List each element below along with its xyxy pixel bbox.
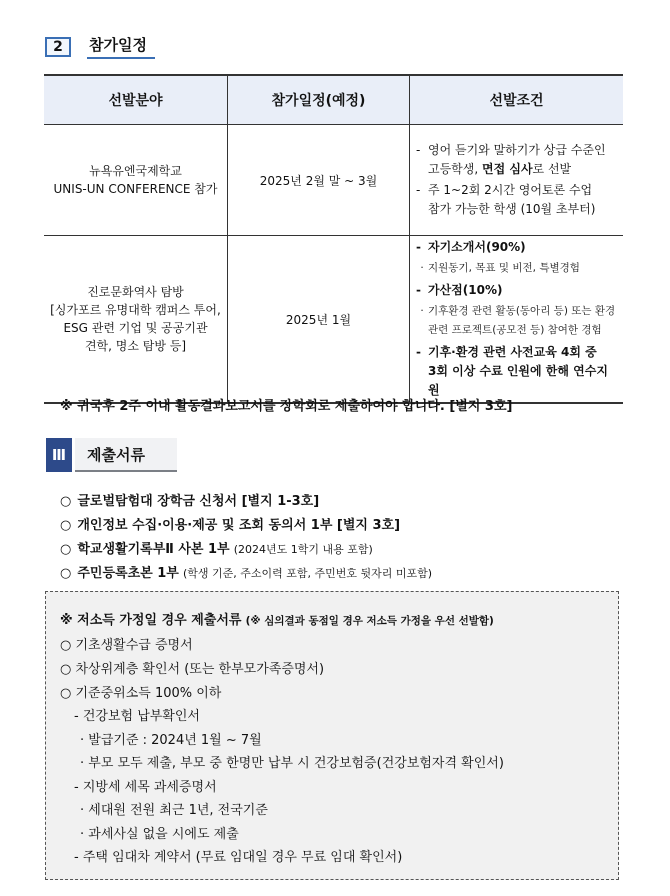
field-cell: 진로문화역사 탐방 [싱가포르 유명대학 캠퍼스 투어, ESG 관련 기업 및 공공기관 견학, 명소 탐방 등] bbox=[44, 236, 228, 404]
condition-item: - 영어 듣기와 말하기가 상급 수준인 고등학생, 면접 심사로 선발 bbox=[416, 143, 606, 176]
condition-item: - 가산점(10%) bbox=[416, 283, 503, 297]
list-item: ○ 개인정보 수집·이용·제공 및 조회 동의서 1부 [별지 3호] bbox=[60, 518, 401, 533]
condition-sub: · 지원동기, 목표 및 비전, 특별경험 bbox=[420, 262, 580, 274]
condition-sub: · 기후환경 관련 활동(동아리 등) 또는 환경 관련 프로젝트(공모전 등) 참여한 경험 bbox=[420, 305, 616, 336]
list-item: - 지방세 세목 과세증명서 bbox=[74, 780, 217, 795]
list-item: · 세대원 전원 최근 1년, 전국기준 bbox=[80, 803, 268, 818]
section-2-heading bbox=[45, 34, 155, 59]
condition-item: - 자기소개서(90%) bbox=[416, 240, 526, 254]
table-row bbox=[44, 125, 623, 236]
list-item: ○ 학교생활기록부Ⅱ 사본 1부 (2024년도 1학기 내용 포함) bbox=[60, 542, 373, 557]
table-row bbox=[44, 236, 623, 404]
list-item: ○ 차상위계층 확인서 (또는 한부모가족증명서) bbox=[60, 662, 325, 677]
section-title: 참가일정 bbox=[87, 34, 155, 59]
list-item: ○ 기초생활수급 증명서 bbox=[60, 638, 193, 653]
list-item: · 부모 모두 제출, 부모 중 한명만 납부 시 건강보험증(건강보험자격 확인서) bbox=[80, 756, 504, 771]
list-item: ○ 글로벌탐험대 장학금 신청서 [별지 1-3호] bbox=[60, 494, 320, 509]
header-field: 선발분야 bbox=[44, 75, 228, 125]
schedule-cell: 2025년 1월 bbox=[228, 236, 410, 404]
header-schedule: 참가일정(예정) bbox=[228, 75, 410, 125]
schedule-table bbox=[44, 74, 623, 404]
list-item: ○ 주민등록초본 1부 (학생 기준, 주소이력 포함, 주민번호 뒷자리 미포함) bbox=[60, 566, 433, 581]
list-item: · 과세사실 없을 시에도 제출 bbox=[80, 827, 239, 842]
condition-item: - 기후·환경 관련 사전교육 4회 중 3회 이상 수료 인원에 한해 연수지원 bbox=[416, 345, 608, 397]
section-roman-number: Ⅲ bbox=[46, 438, 72, 472]
section-title: 제출서류 bbox=[75, 438, 177, 472]
field-cell: 뉴욕유엔국제학교 UNIS-UN CONFERENCE 참가 bbox=[44, 125, 228, 236]
condition-item: - 주 1~2회 2시간 영어토론 수업 참가 가능한 학생 (10월 초부터) bbox=[416, 183, 596, 216]
return-report-note: ※ 귀국후 2주 이내 활동결과보고서를 장학회로 제출하여야 합니다. [별지 3호] bbox=[60, 399, 513, 414]
list-item: ○ 기준중위소득 100% 이하 bbox=[60, 686, 222, 701]
schedule-cell: 2025년 2월 말 ~ 3월 bbox=[228, 125, 410, 236]
low-income-documents-box bbox=[45, 591, 619, 880]
box-title: ※ 저소득 가정일 경우 제출서류 (※ 심의결과 동점일 경우 저소득 가정을 우선 선발함) bbox=[60, 613, 494, 628]
required-documents-list bbox=[60, 490, 432, 586]
conditions-cell bbox=[410, 236, 624, 404]
list-item: - 주택 임대차 계약서 (무료 임대일 경우 무료 임대 확인서) bbox=[74, 850, 403, 865]
table-header-row bbox=[44, 75, 623, 125]
section-number: 2 bbox=[45, 37, 71, 57]
list-item: - 건강보험 납부확인서 bbox=[74, 709, 200, 724]
header-conditions: 선발조건 bbox=[410, 75, 624, 125]
section-3-heading bbox=[46, 438, 177, 472]
list-item: · 발급기준 : 2024년 1월 ~ 7월 bbox=[80, 733, 262, 748]
conditions-cell bbox=[410, 125, 624, 236]
